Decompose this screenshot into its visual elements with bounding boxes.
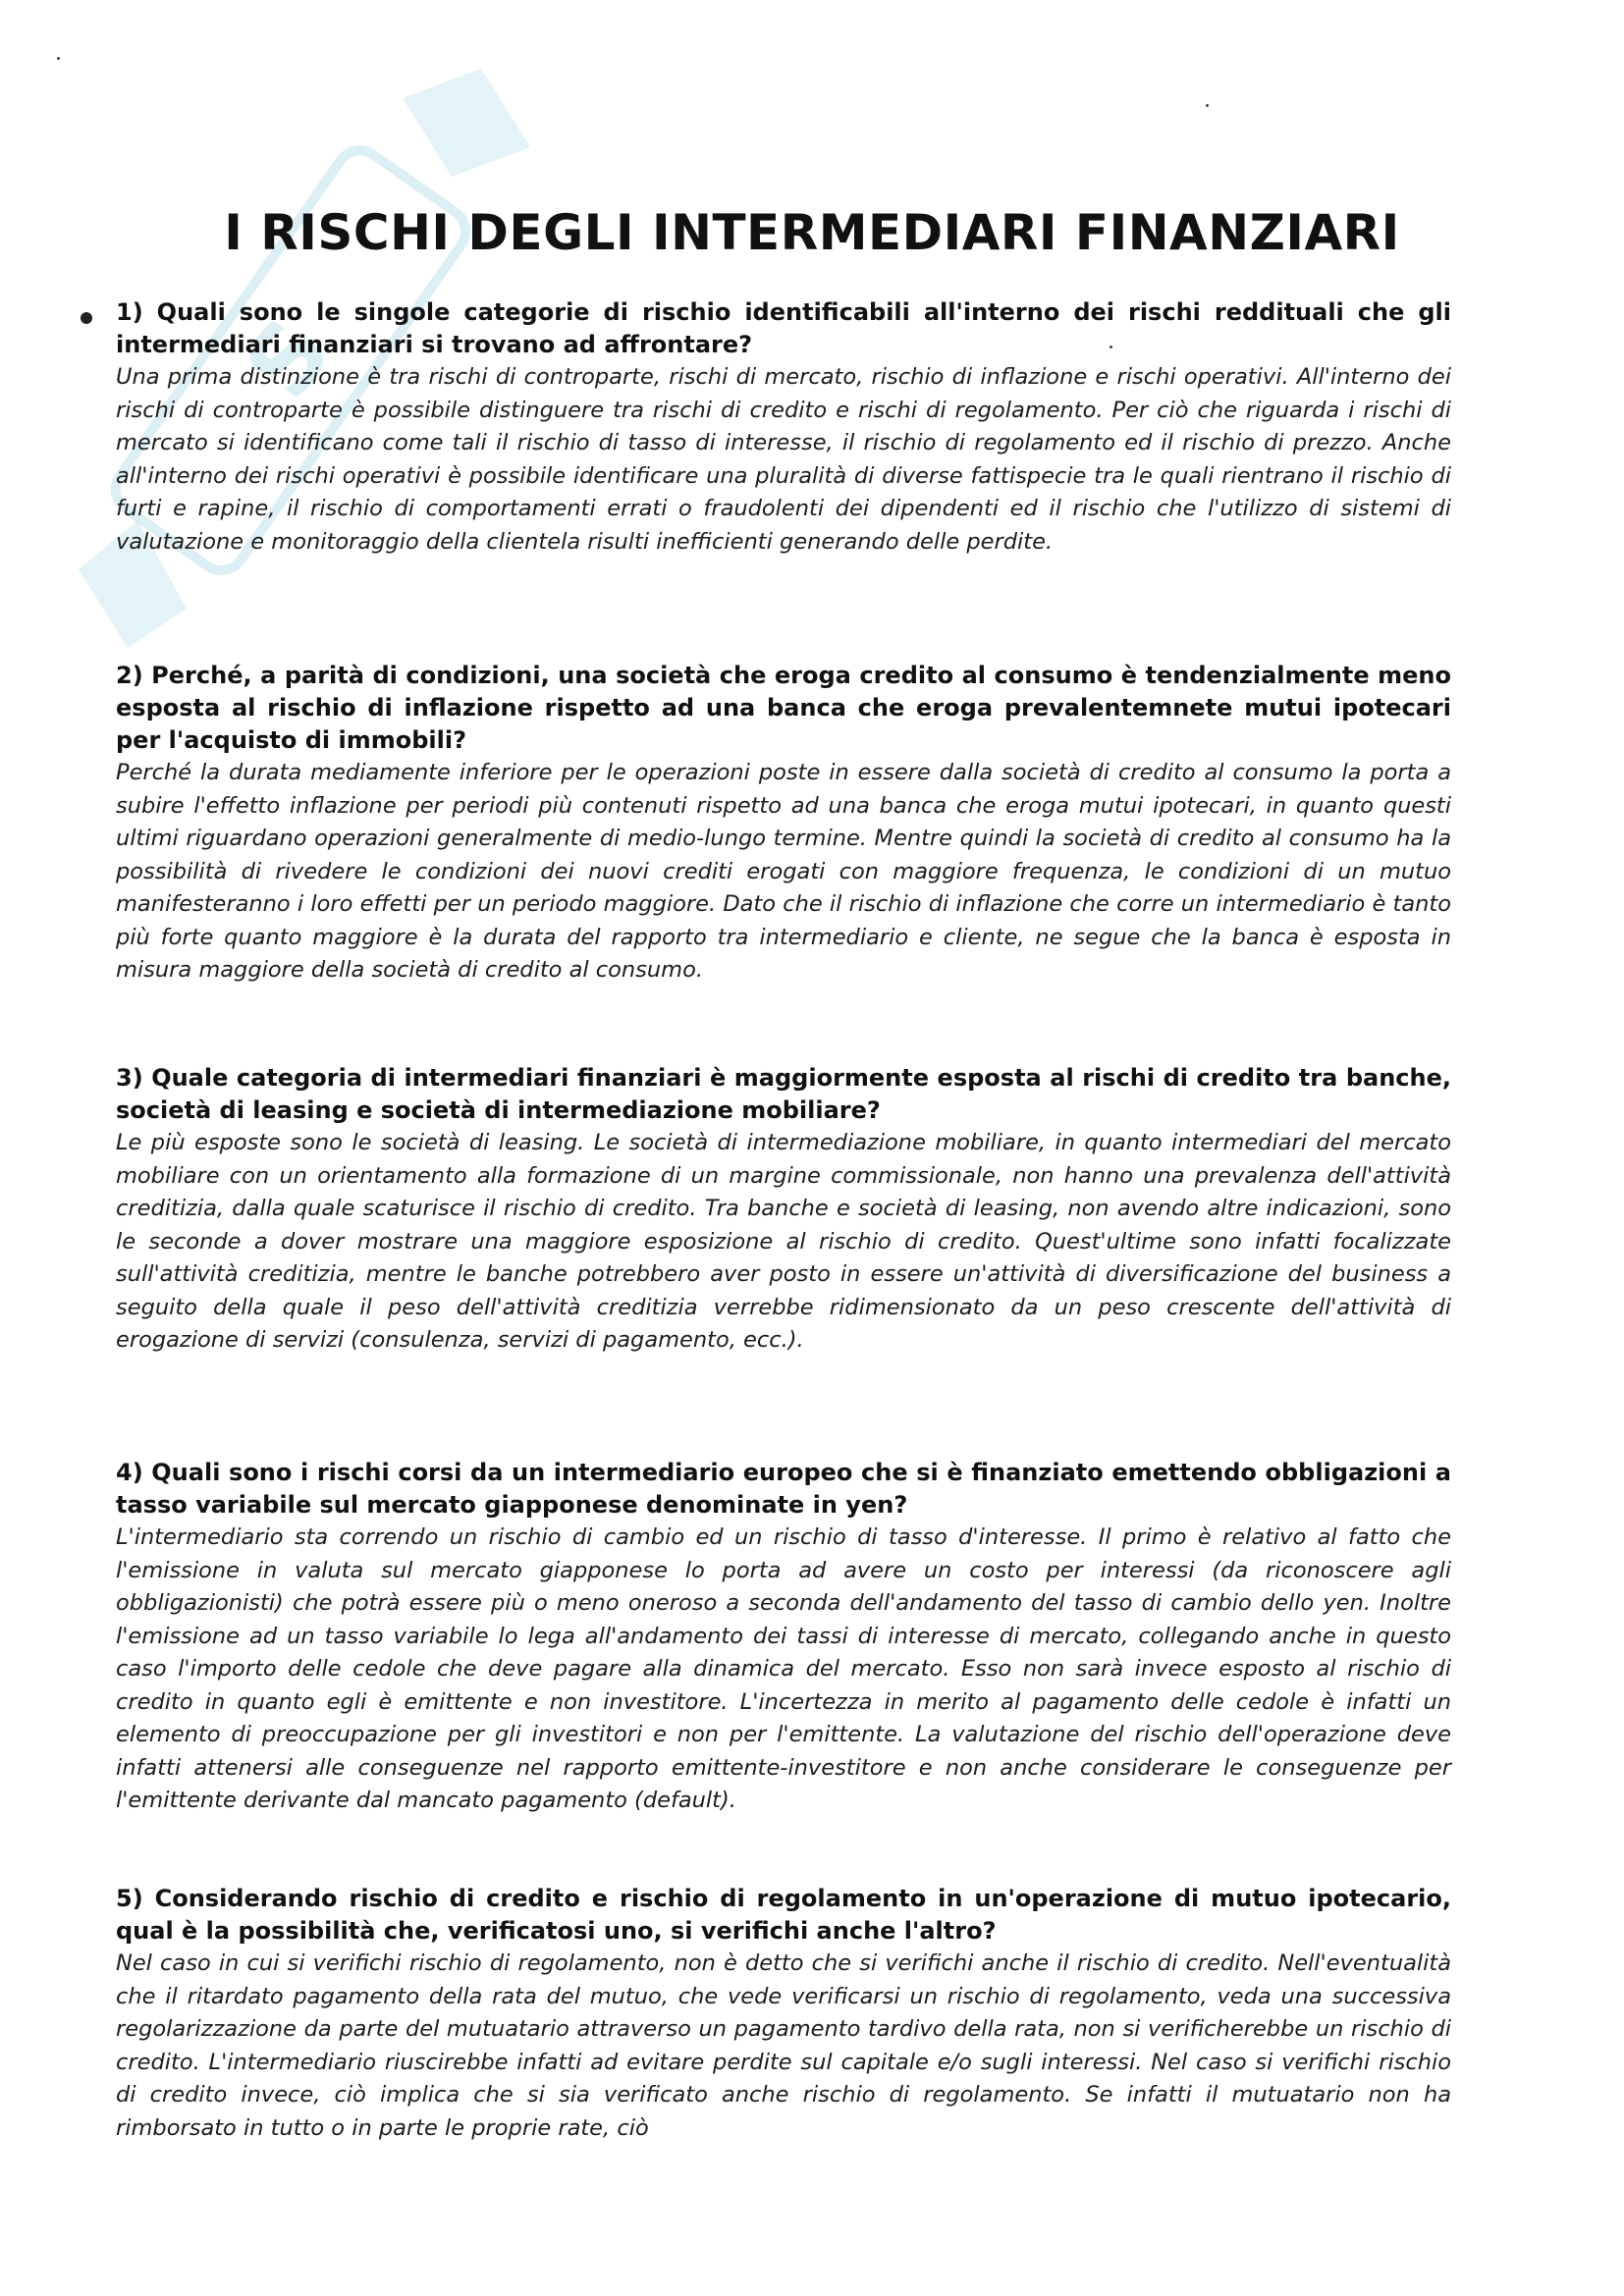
question-5: 5) Considerando rischio di credito e rischio di regolamento in un'operazione di mutuo ipotecario, qual è la possibilità che, verificatosi uno, si verifichi anche l'altro? [116, 1885, 1451, 1945]
question-2: 2) Perché, a parità di condizioni, una società che eroga credito al consumo è tendenzialmente meno esposta al rischio di inflazione rispetto ad una banca che eroga prevalentemnete mutui ipotecari per l'acquisto di immobili? [116, 662, 1451, 754]
answer-1: Una prima distinzione è tra rischi di controparte, rischi di mercato, rischio di inflazione e rischi operativi. All'interno dei rischi di controparte è possibile distinguere tra rischi di credito e rischi di regolamento. Per ciò che riguarda i rischi di mercato si identificano come tali il rischio di tasso di interesse, il rischio di regolamento ed il rischio di prezzo. Anche all'interno dei rischi operativi è possibile identificare una pluralità di diverse fattispecie tra le quali rientrano il rischio di furti e rapine, il rischio di comportamenti errati o fraudolenti dei dipendenti ed il rischio che l'utilizzo di sistemi di valutazione e monitoraggio della clientela risulti inefficienti generando delle perdite. [116, 364, 1451, 555]
qa-section-4 [116, 1457, 1451, 1818]
scan-speck [1110, 346, 1112, 348]
answer-3: Le più esposte sono le società di leasing. Le società di intermediazione mobiliare, in quanto intermediari del mercato mobiliare con un orientamento alla formazione di un margine commissionale, non hanno una prevalenza dell'attività creditizia, dalla quale scaturisce il rischio di credito. Tra banche e società di leasing, non avendo altre indicazioni, sono le seconde a dover mostrare una maggiore esposizione al rischio di credito. Quest'ultime sono infatti focalizzate sull'attività creditizia, mentre le banche potrebbero aver posto in essere un'attività di diversificazione del business a seguito della quale il peso dell'attività creditizia verrebbe ridimensionato da un peso crescente dell'attività di erogazione di servizi (consulenza, servizi di pagamento, ecc.). [116, 1130, 1451, 1353]
answer-5: Nel caso in cui si verifichi rischio di regolamento, non è detto che si verifichi anche il rischio di credito. Nell'eventualità che il ritardato pagamento della rata del mutuo, che vede verificarsi un rischio di regolamento, veda una successiva regolarizzazione da parte del mutuatario attraverso un pagamento tardivo della rata, non si verificherebbe un rischio di credito. L'intermediario riuscirebbe infatti ad evitare perdite sul capitale e/o sugli interessi. Nel caso si verifichi rischio di credito invece, ciò implica che si sia verificato anche rischio di regolamento. Se infatti il mutuatario non ha rimborsato in tutto o in parte le proprie rate, ciò [116, 1950, 1451, 2141]
scan-speck [1206, 104, 1209, 107]
qa-section-2 [116, 660, 1451, 988]
document-title: I RISCHI DEGLI INTERMEDIARI FINANZIARI [224, 204, 1400, 261]
question-1: 1) Quali sono le singole categorie di rischio identificabili all'interno dei rischi reddituali che gli intermediari finanziari si trovano ad affrontare? [116, 298, 1451, 358]
answer-4: L'intermediario sta correndo un rischio di cambio ed un rischio di tasso d'interesse. Il primo è relativo al fatto che l'emissione in valuta sul mercato giapponese lo porta ad avere un costo per interessi (da riconoscere agli obbligazionisti) che potrà essere più o meno oneroso a seconda dell'andamento del tasso di cambio dello yen. Inoltre l'emissione ad un tasso variabile lo lega all'andamento dei tassi di interesse di mercato, collegando anche in questo caso l'importo delle cedole che deve pagare alla dinamica del mercato. Esso non sarà invece esposto al rischio di credito in quanto egli è emittente e non investitore. L'incertezza in merito al pagamento delle cedole è infatti un elemento di preoccupazione per gli investitori e non per l'emittente. La valutazione del rischio dell'operazione deve infatti attenersi alle conseguenze nel rapporto emittente-investitore e non anche considerare le conseguenze per l'emittente derivante dal mancato pagamento (default). [116, 1524, 1451, 1813]
question-3: 3) Quale categoria di intermediari finanziari è maggiormente esposta al rischi di credito tra banche, società di leasing e società di intermediazione mobiliare? [116, 1064, 1451, 1124]
scan-speck [57, 57, 60, 60]
qa-section-3 [116, 1062, 1451, 1358]
answer-2: Perché la durata mediamente inferiore per le operazioni poste in essere dalla società di credito al consumo la porta a subire l'effetto inflazione per periodi più contenuti rispetto ad una banca che eroga mutui ipotecari, in quanto questi ultimi riguardano operazioni generalmente di medio-lungo termine. Mentre quindi la società di credito al consumo ha la possibilità di rivedere le condizioni dei nuovi crediti erogati con maggiore frequenza, le condizioni di un mutuo manifesteranno i loro effetti per un periodo maggiore. Dato che il rischio di inflazione che corre un intermediario è tanto più forte quanto maggiore è la durata del rapporto tra intermediario e cliente, ne segue che la banca è esposta in misura maggiore della società di credito al consumo. [116, 760, 1451, 983]
question-4: 4) Quali sono i rischi corsi da un intermediario europeo che si è finanziato emettendo obbligazioni a tasso variabile sul mercato giapponese denominate in yen? [116, 1459, 1451, 1519]
svg-text:S: S [223, 298, 353, 418]
qa-section-5 [116, 1883, 1451, 2145]
bullet-icon [81, 312, 92, 324]
qa-section-1 [116, 296, 1451, 559]
